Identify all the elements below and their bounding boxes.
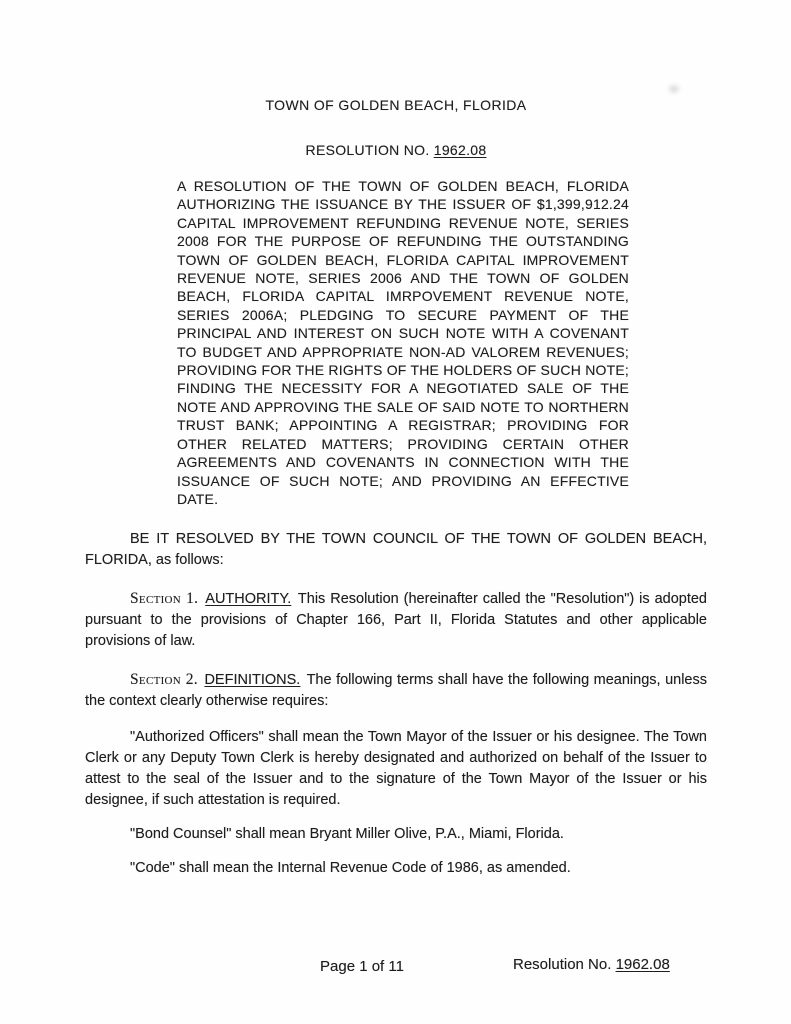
section-2-body: The following terms shall have the following meanings, unless the context clearly otherwise requires: [85,672,707,710]
definition-authorized-officers: "Authorized Officers" shall mean the Town Mayor of the Issuer or his designee. The Town Clerk or any Deputy Town Clerk is hereby designated and authorized on behalf of the Issuer to attest to the seal of the Issuer and to the signature of the Town Mayor of the Issuer or his designee, if such attestation is required. [85,729,707,809]
resolution-preamble: A RESOLUTION OF THE TOWN OF GOLDEN BEACH, FLORIDA AUTHORIZING THE ISSUANCE BY THE ISSUER OF $1,399,912.24 CAPITAL IMPROVEMENT REFUNDING REVENUE NOTE, SERIES 2008 FOR THE PURPOSE OF REFUNDING THE OUTSTANDING TOWN OF GOLDEN BEACH, FLORIDA CAPITAL IMPROVEMENT REVENUE NOTE, SERIES 2006 AND THE TOWN OF GOLDEN BEACH, FLORIDA CAPITAL IMRPOVEMENT REVENUE NOTE, SERIES 2006A; PLEDGING TO SECURE PAYMENT OF THE PRINCIPAL AND INTEREST ON SUCH NOTE WITH A COVENANT TO BUDGET AND APPROPRIATE NON-AD VALOREM REVENUES; PROVIDING FOR THE RIGHTS OF THE HOLDERS OF SUCH NOTE; FINDING THE NECESSITY FOR A NEGOTIATED SALE OF THE NOTE AND APPROVING THE SALE OF SAID NOTE TO NORTHERN TRUST BANK; APPOINTING A REGISTRAR; PROVIDING FOR OTHER RELATED MATTERS; PROVIDING CERTAIN OTHER AGREEMENTS AND COVENANTS IN CONNECTION WITH THE ISSUANCE OF SUCH NOTE; AND PROVIDING AN EFFECTIVE DATE. [177,178,629,507]
resolution-number-value: 1962.08 [433,142,487,158]
resolution-number-label: RESOLUTION NO. [305,142,434,158]
footer-page-indicator: Page 1 of 11 [320,958,404,975]
definition-code: "Code" shall mean the Internal Revenue Code of 1986, as amended. [130,860,571,877]
resolution-number-heading [85,142,707,158]
document-title: TOWN OF GOLDEN BEACH, FLORIDA [265,97,527,113]
resolved-clause: BE IT RESOLVED BY THE TOWN COUNCIL OF THE TOWN OF GOLDEN BEACH, FLORIDA, as follows: [85,531,707,569]
section-1-label: Section 1. [130,590,199,608]
section-1-body: This Resolution (hereinafter called the "Resolution") is adopted pursuant to the provisions of Chapter 166, Part II, Florida Statutes and other applicable provisions of law. [85,591,707,650]
footer-resolution-label: Resolution No. [513,956,616,973]
section-2-label: Section 2. [130,671,198,689]
section-1-authority [85,588,707,652]
section-1-heading: AUTHORITY. [205,591,292,608]
definition-bond-counsel: "Bond Counsel" shall mean Bryant Miller Olive, P.A., Miami, Florida. [130,826,564,843]
page-footer [0,956,791,980]
footer-resolution-value: 1962.08 [615,956,670,973]
scan-artifact [669,85,679,93]
footer-resolution-number [513,956,670,973]
section-2-heading: DEFINITIONS. [204,672,301,689]
section-2-definitions [85,669,707,712]
